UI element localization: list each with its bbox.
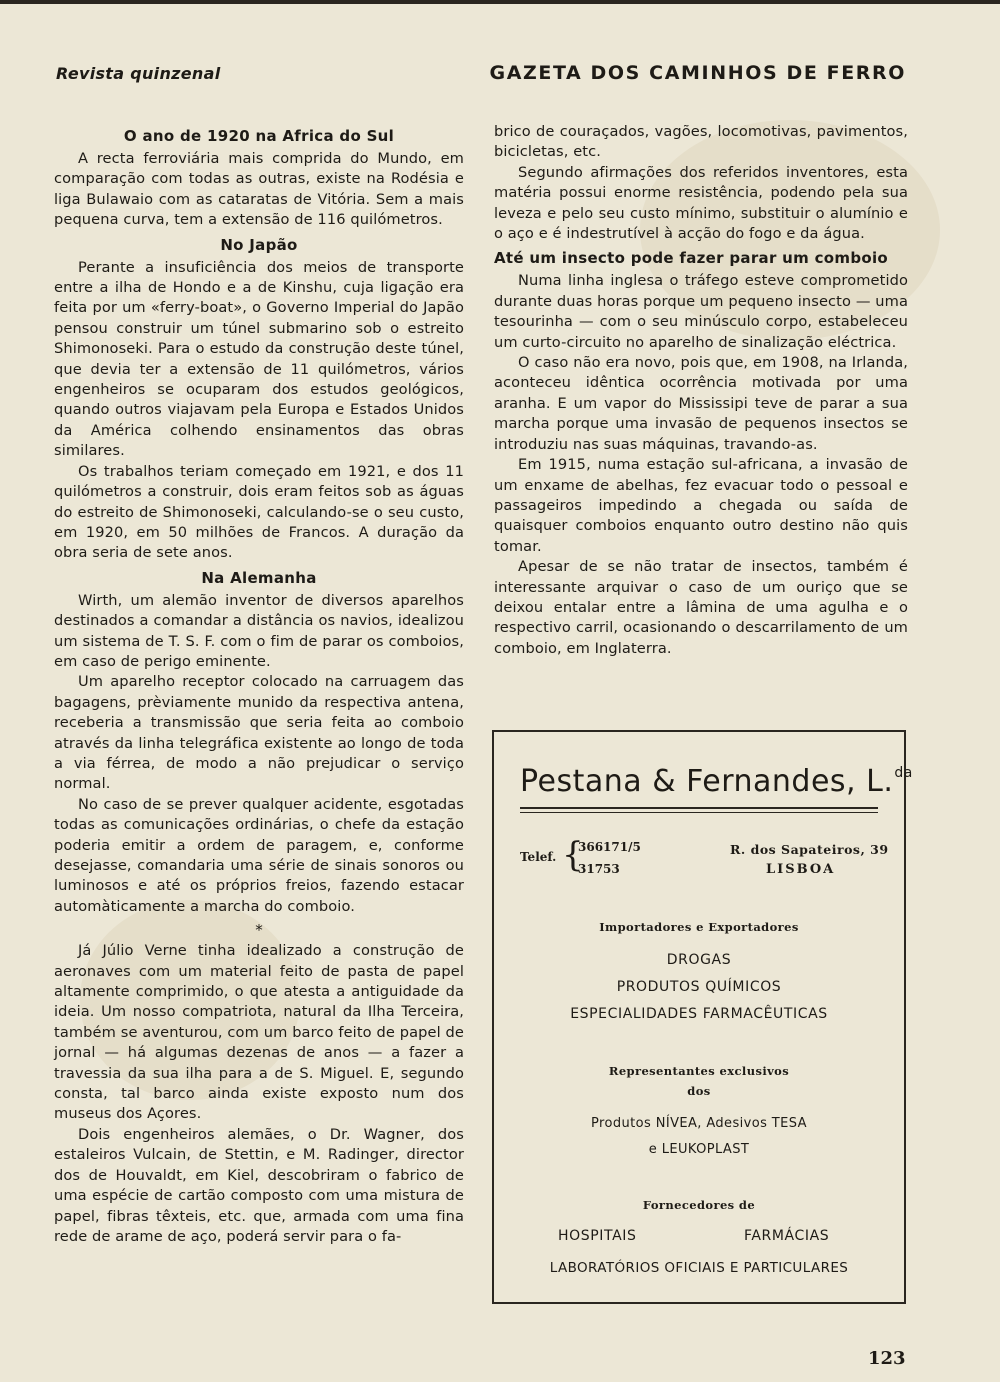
brace-glyph: {	[562, 835, 584, 875]
ad-text-line: dos	[687, 1084, 711, 1098]
left-column	[54, 122, 464, 1247]
ad-text-line: ESPECIALIDADES FARMACÊUTICAS	[570, 1006, 828, 1022]
ad-text-line: PRODUTOS QUÍMICOS	[616, 979, 782, 995]
paragraph: Dois engenheiros alemães, o Dr. Wagner, dos estaleiros Vulcain, de Stettin, e M. Radinger, director dos de Houvaldt, em Kiel, descobriram o fabrico de uma espécie de cartão composto com uma mistura de papel, fibras têxteis, etc. que, armada com uma fina rede de arame de aço, poderá servir para o fa-	[54, 1125, 464, 1245]
paragraph: Numa linha inglesa o tráfego esteve comprometido durante duas horas porque um pequeno insecto — uma tesourinha — com o seu minúsculo corpo, estabeleceu um curto-circuito no aparelho de sinalização eléctrica.	[494, 272, 908, 351]
paragraph: Um aparelho receptor colocado na carruagem das bagagens, prèviamente munido da respectiva antena, receberia a transmissão que seria feita ao comboio através da linha telegráfica existente ao longo de toda a via férrea, de modo a não prejudicar o serviço normal.	[54, 673, 464, 793]
advertisement-box	[492, 730, 913, 1304]
paragraph: No caso de se prever qualquer acidente, esgotadas todas as comunicações ordinárias, o chefe da estação poderia emitir a ordem de paragem, e, conforme desejasse, comandaria uma série de sinais sonoros ou luminosos e até os próprios freios, fazendo estacar automàticamente a marcha do comboio.	[54, 795, 464, 915]
ad-company-text: Pestana & Fernandes, L.	[520, 764, 894, 799]
ad-text-line: DROGAS	[666, 952, 732, 968]
right-column	[494, 122, 908, 659]
section-heading: No Japão	[220, 235, 298, 254]
ad-title-rule	[520, 812, 878, 813]
header-left-title: Revista quinzenal	[56, 64, 221, 83]
paragraph: Os trabalhos teriam começado em 1921, e dos 11 quilómetros a construir, dois eram feitos sob as águas do estreito de Shimonoseki, calculando-se o seu custo, em 1920, em 50 milhões de Francos. A duração da obra seria de sete anos.	[54, 462, 464, 562]
ad-text-line: e LEUKOPLAST	[648, 1142, 750, 1157]
ad-text-line: Representantes exclusivos	[608, 1064, 790, 1078]
ad-city: LISBOA	[766, 862, 836, 877]
ad-text-line: FARMÁCIAS	[744, 1228, 830, 1244]
section-heading: Até um insecto pode fazer parar um comboio	[494, 249, 889, 268]
ad-text-line: Importadores e Exportadores	[599, 920, 799, 934]
paragraph: Já Júlio Verne tinha idealizado a construção de aeronaves com um material feito de pasta de papel altamente comprimido, o que atesta a antiguidade da ideia. Um nosso compatriota, natural da Ilha Terceira, também se aventurou, com um barco feito de papel de jornal — há algumas dezenas de anos — a fazer a travessia da sua ilha para a de S. Miguel. E, segundo consta, tal barco ainda existe exposto num dos museus dos Açores.	[54, 942, 464, 1123]
section-separator: *	[255, 921, 263, 940]
paragraph: Em 1915, numa estação sul-africana, a invasão de um enxame de abelhas, fez evacuar todo o pessoal e passageiros impedindo a chegada ou saída de quaisquer comboios enquanto outro destino não quis tomar.	[494, 456, 908, 555]
header-right-title: GAZETA DOS CAMINHOS DE FERRO	[489, 62, 906, 84]
paragraph: Wirth, um alemão inventor de diversos aparelhos destinados a comandar a distância os navios, idealizou um sistema de T. S. F. com o fim de parar os comboios, em caso de perigo eminente.	[54, 591, 464, 670]
paragraph: A recta ferroviária mais comprida do Mundo, em comparação com todas as outras, existe na Rodésia e liga Bulawaio com as cataratas de Vitória. Sem a mais pequena curva, tem a extensão de 116 quilómetros.	[54, 150, 464, 229]
ad-text-line: HOSPITAIS	[558, 1228, 637, 1244]
ad-address: R. dos Sapateiros, 39	[730, 842, 889, 857]
paragraph: Segundo afirmações dos referidos inventores, esta matéria possui enorme resistência, podendo pela sua leveza e pelo seu custo mínimo, substituir o alumínio e o aço e é indestrutível à acção do fogo e da água.	[494, 163, 908, 243]
section-heading: Na Alemanha	[201, 568, 317, 587]
ad-title-rule	[520, 807, 878, 809]
ad-text-line: LABORATÓRIOS OFICIAIS E PARTICULARES	[549, 1260, 849, 1276]
ad-telephone-label: Telef.	[520, 850, 557, 864]
ad-phone-number: 366171/5	[578, 840, 641, 854]
paragraph: Perante a insuficiência dos meios de transporte entre a ilha de Hondo e a de Kinshu, cuja ligação era feita por um «ferry-boat», o Governo Imperial do Japão pensou construir um túnel submarino sob o estreito Shimonoseki. Para o estudo da construção deste túnel, que devia ter a extensão de 11 quilómetros, vários engenheiros se ocuparam dos estudos geológicos, quando outros viajavam pela Europa e Estados Unidos da América colhendo ensinamentos das obras similares.	[54, 258, 464, 460]
ad-company-name	[520, 764, 913, 799]
paragraph: Apesar de se não tratar de insectos, também é interessante arquivar o caso de um ouriço que se deixou entalar entre a lâmina de uma agulha e o respectivo carril, ocasionando o descarrilamento de um comboio, em Inglaterra.	[494, 558, 908, 657]
ad-company-suffix: da	[894, 765, 913, 781]
ad-text-line: Fornecedores de	[642, 1198, 756, 1212]
ad-phone-number: 31753	[578, 862, 620, 876]
paragraph: brico de couraçados, vagões, locomotivas, pavimentos, bicicletas, etc.	[494, 123, 908, 161]
paragraph: O caso não era novo, pois que, em 1908, na Irlanda, aconteceu idêntica ocorrência motivada por uma aranha. E um vapor do Mississipi teve de parar a sua marcha porque uma invasão de pequenos insectos se introduziu nas suas máquinas, travando-as.	[494, 354, 908, 453]
page-number: 123	[868, 1348, 906, 1369]
ad-text-line: Produtos NÍVEA, Adesivos TESA	[591, 1116, 807, 1131]
top-edge-rule	[0, 0, 1000, 4]
section-heading: O ano de 1920 na Africa do Sul	[123, 127, 395, 145]
